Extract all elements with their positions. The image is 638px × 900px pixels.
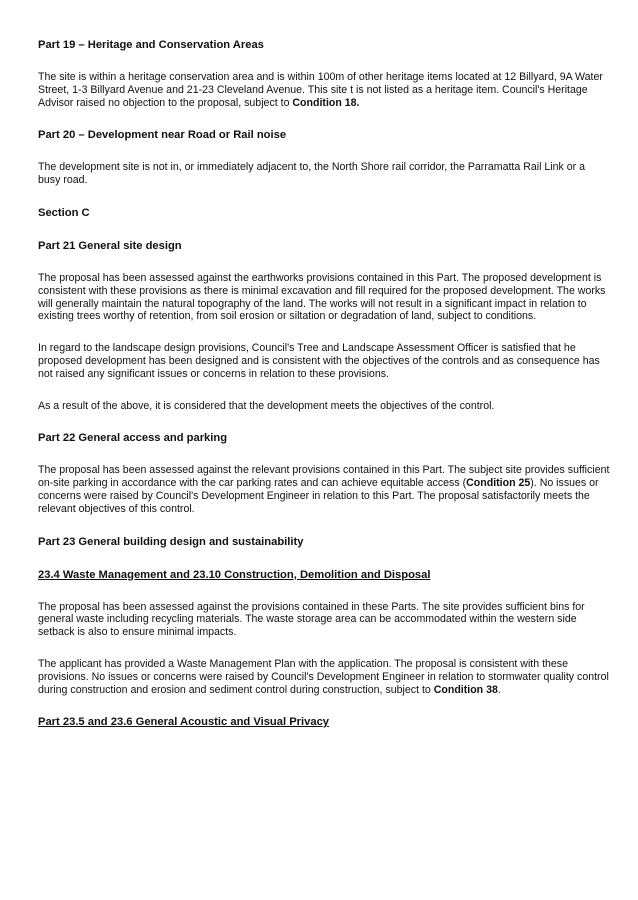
- paragraph-landscape: In regard to the landscape design provisions, Council's Tree and Landscape Assessment Officer is satisfied that he proposed development has been designed and is consistent with the objectives of the controls and as consequence has not raised any significant issues or concerns in relation to these provisions.: [38, 342, 600, 380]
- heading-section-c: Section C: [38, 206, 90, 219]
- paragraph-rail-noise: The development site is not in, or immediately adjacent to, the North Shore rail corridor, the Parramatta Rail Link or a busy road.: [38, 161, 586, 187]
- paragraph-waste-plan: The applicant has provided a Waste Management Plan with the application. The proposal is consistent with these provisions. No issues or concerns were raised by Council's Development Engineer in relation to stormwater quality control during construction and erosion and sediment control during construction, subject to Condition 38.: [38, 657, 609, 696]
- paragraph-heritage: The site is within a heritage conservation area and is within 100m of other heritage items located at 12 Billyard, 9A Water Street, 1-3 Billyard Avenue and 21-23 Cleveland Avenue. This site t is not listed as a heritage item. Council's Heritage Advisor raised no objection to the proposal, subject to Condition 18.: [38, 71, 603, 109]
- heading-acoustic-privacy: Part 23.5 and 23.6 General Acoustic and Visual Privacy: [38, 716, 330, 729]
- heading-part-21: Part 21 General site design: [38, 239, 182, 252]
- heading-part-23: Part 23 General building design and sustainability: [38, 535, 304, 548]
- heading-waste-management: 23.4 Waste Management and 23.10 Construction, Demolition and Disposal: [38, 568, 431, 581]
- heading-part-19: Part 19 – Heritage and Conservation Areas: [38, 39, 264, 51]
- paragraph-objectives: As a result of the above, it is considered that the development meets the objectives of the control.: [38, 399, 495, 412]
- paragraph-waste-bins: The proposal has been assessed against the provisions contained in these Parts. The site provides sufficient bins for general waste including recycling materials. The waste storage area can be accommodated within the western side setback is also to ensure minimal impacts.: [38, 600, 585, 639]
- heading-part-20: Part 20 – Development near Road or Rail noise: [38, 129, 287, 142]
- paragraph-parking: The proposal has been assessed against the relevant provisions contained in this Part. The subject site provides sufficient on-site parking in accordance with the car parking rates and can achieve equitable access (Condition 25). No issues or concerns were raised by Council's Development Engineer in relation to this Part. The proposal satisfactorily meets the relevant objectives of this control.: [38, 464, 610, 515]
- paragraph-earthworks: The proposal has been assessed against the earthworks provisions contained in this Part. The proposed development is consistent with these provisions as there is minimal excavation and fill required for the proposed development. The works will generally maintain the natural topography of the land. The works will not result in a significant impact in relation to existing trees worthy of retention, from soil erosion or siltation or degradation of land, subject to conditions.: [38, 271, 606, 323]
- document-page: [38, 38, 610, 729]
- heading-part-22: Part 22 General access and parking: [38, 432, 228, 445]
